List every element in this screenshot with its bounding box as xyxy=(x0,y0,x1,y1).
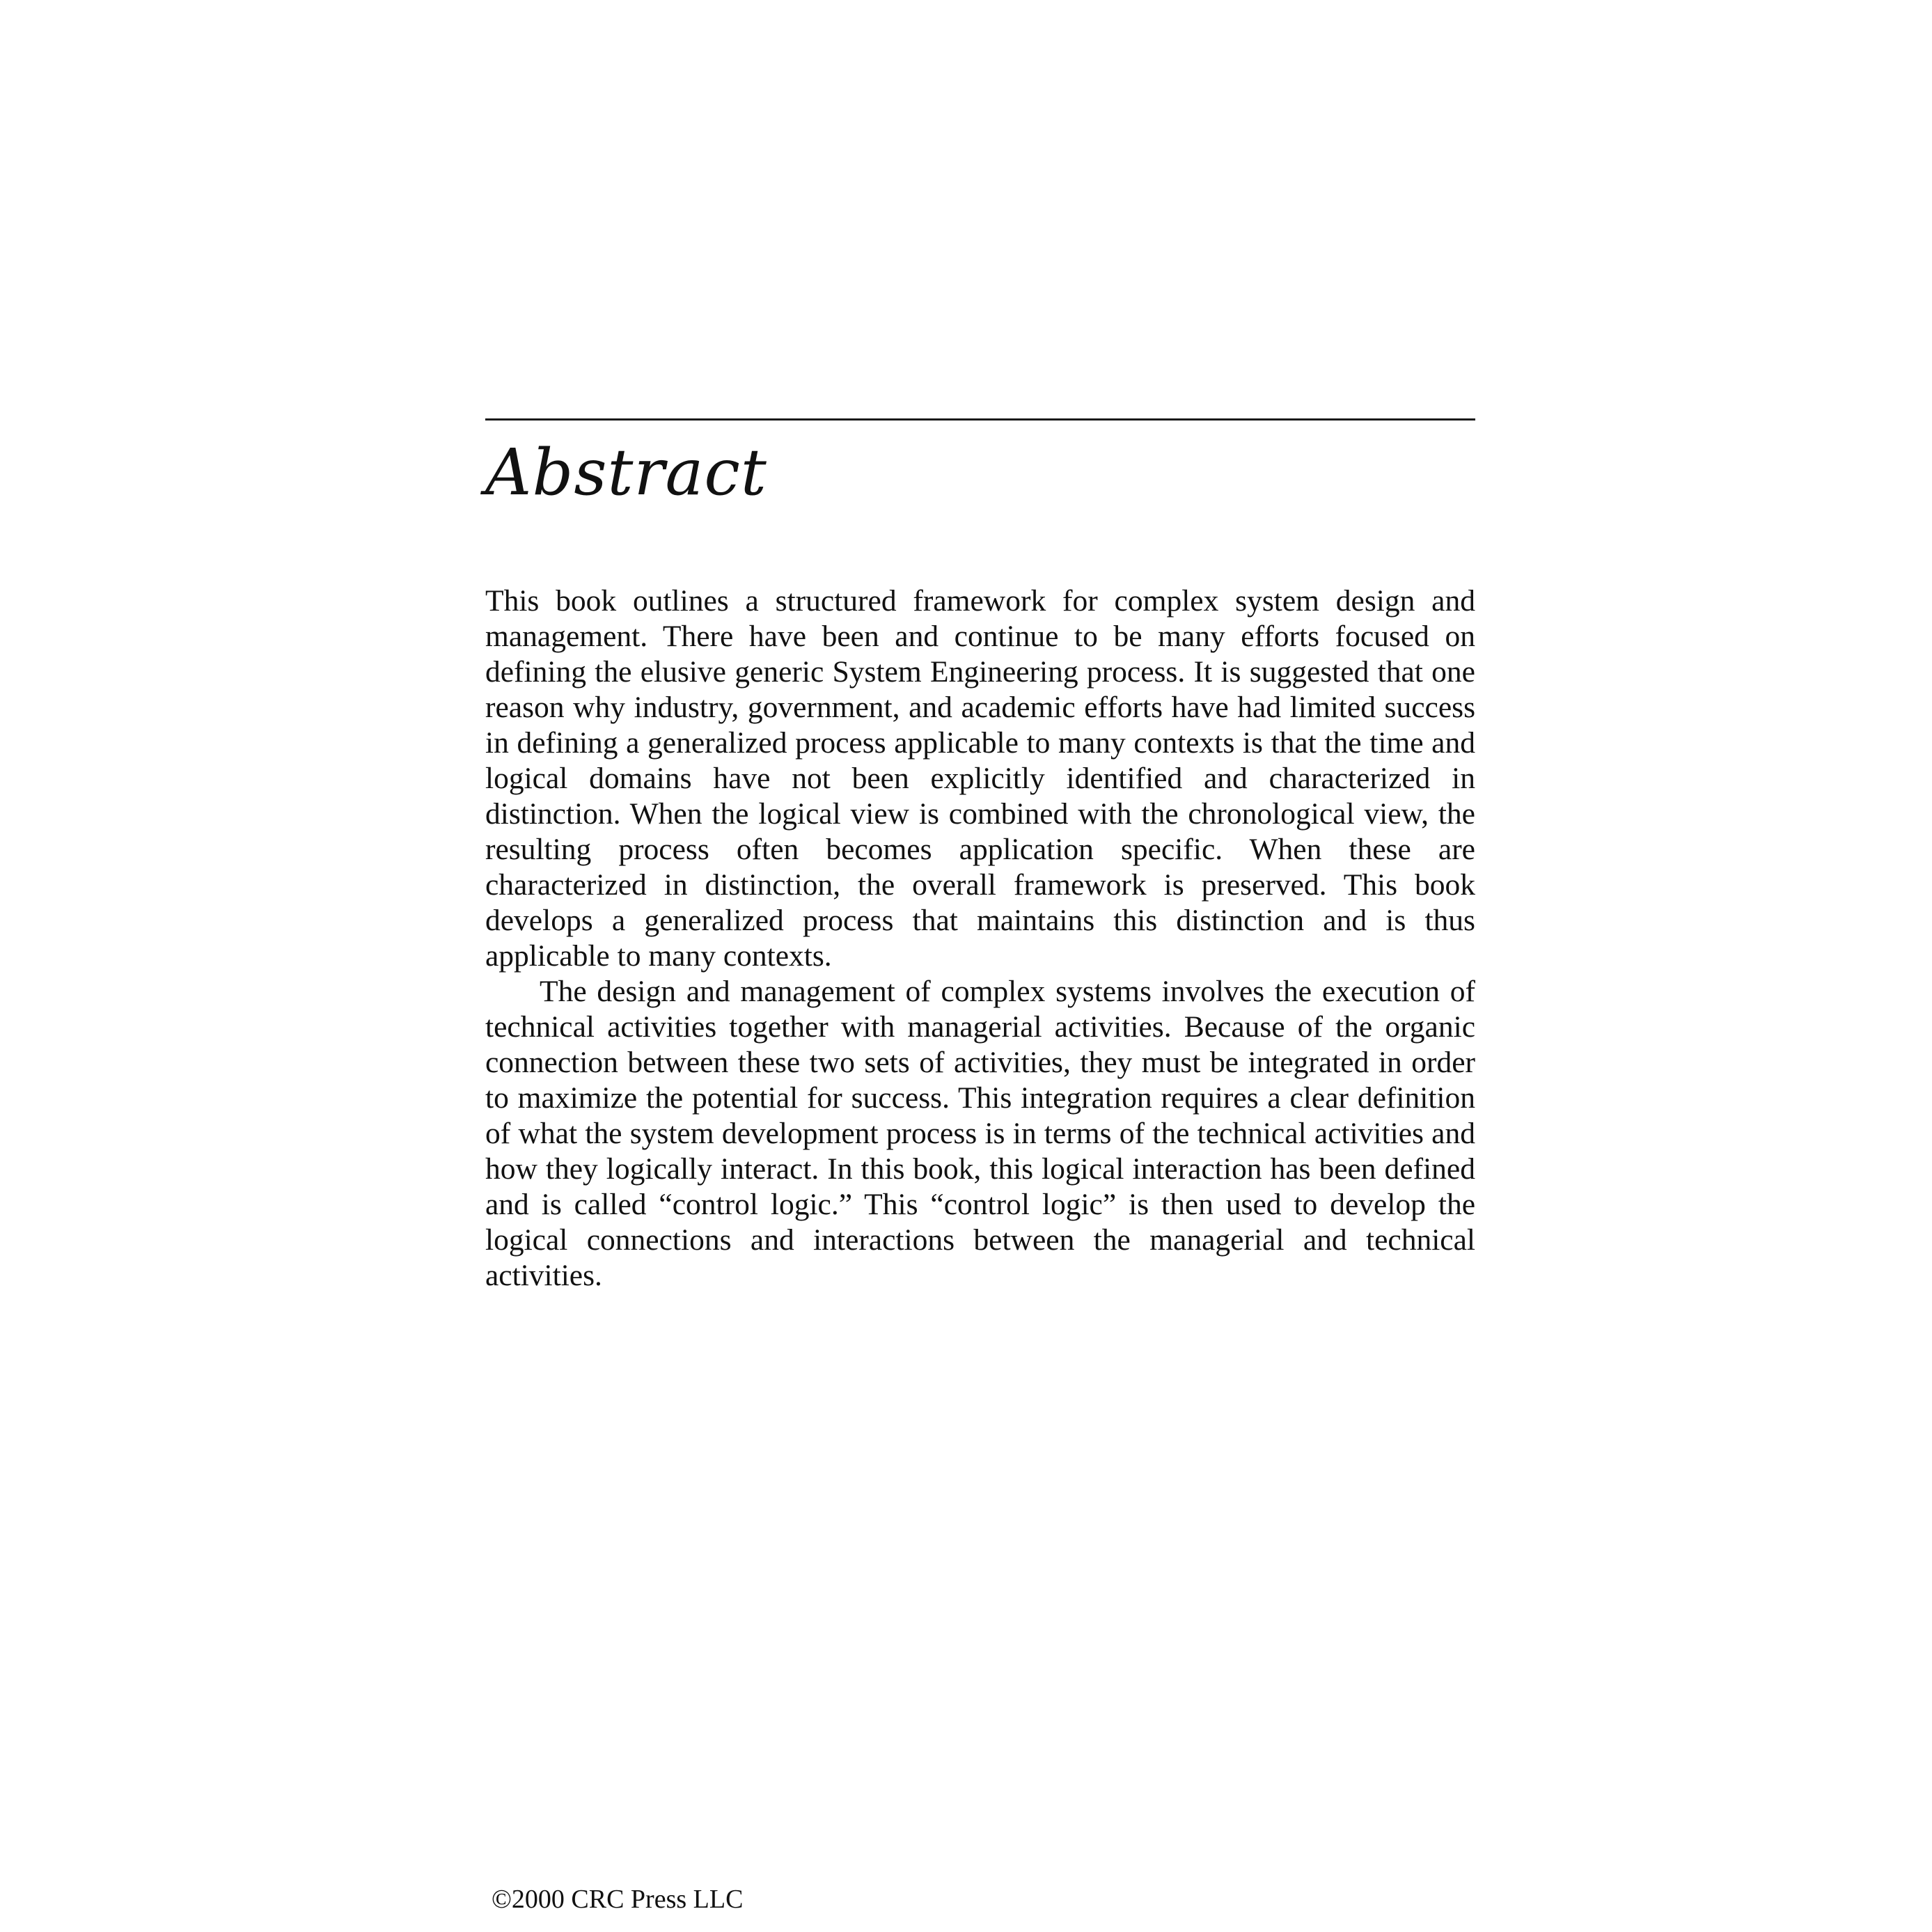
abstract-paragraph-1: This book outlines a structured framework for complex system design and management. There have been and continue to be many efforts focused on defining the elusive generic System Engineering process. It is suggested that one reason why industry, government, and academic efforts have had limited success in defining a generalized process applicable to many contexts is that the time and logical domains have not been explicitly identified and characterized in distinction. When the logical view is combined with the chronological view, the resulting process often becomes application specific. When these are characterized in distinction, the overall framework is preserved. This book develops a generalized process that maintains this distinction and is thus applicable to many contexts. xyxy=(485,584,1475,973)
heading-rule xyxy=(485,418,1475,421)
abstract-body xyxy=(485,583,1475,1294)
abstract-paragraph-2: The design and management of complex systems involves the execution of technical activities together with managerial activities. Because of the organic connection between these two sets of activities, they must be integrated in order to maximize the potential for success. This integration requires a clear definition of what the system development process is in terms of the technical activities and how they logically interact. In this book, this logical interaction has been defined and is called “control logic.” This “control logic” is then used to develop the logical connections and interactions between the managerial and technical activities. xyxy=(485,975,1475,1292)
page-title: Abstract xyxy=(485,435,767,510)
copyright-notice: ©2000 CRC Press LLC xyxy=(492,1885,744,1914)
